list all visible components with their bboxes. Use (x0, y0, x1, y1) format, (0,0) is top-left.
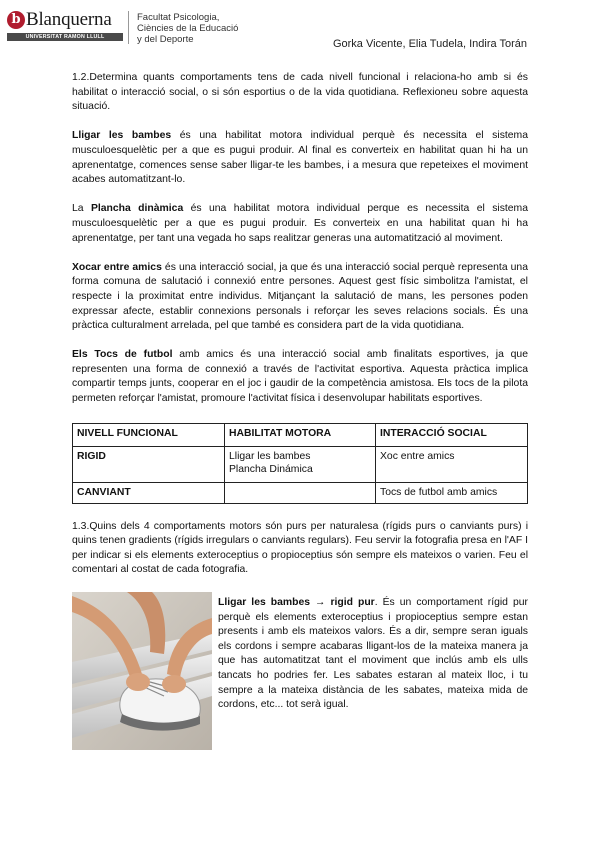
faculty-line: Ciències de la Educació (137, 23, 239, 34)
university-logo (7, 10, 123, 41)
header-divider (128, 11, 129, 44)
logo-emblem-icon: b (7, 11, 25, 29)
authors: Gorka Vicente, Elia Tudela, Indira Torán (332, 38, 527, 50)
table-cell-motor: Lligar les bambes Plancha Dinámica (225, 446, 376, 482)
table-cell-level: RIGID (73, 446, 225, 482)
table-cell-motor (225, 482, 376, 503)
paragraph-xocar-amics: Xocar entre amics és una interacció social, ja que és una interacció social perquè representa una forma comuna de salutació i connexió entre persones. Aquest gest físic simbolitza l'amistat, el respecte i la proximitat entre individus. Mitjançant la salutació de mans, les persones poden expressar afecte, establir connexions personals i reforçar les seves relacions socials. És una pràctica culturalment arrelada, pel que també es considera part de la vida quotidiana. (72, 261, 528, 332)
table-cell-social: Xoc entre amics (376, 446, 528, 482)
page-header (0, 0, 600, 60)
logo-subtitle: UNIVERSITAT RAMON LLULL (7, 33, 123, 41)
table-cell-level: CANVIANT (73, 482, 225, 503)
paragraph-plancha-dinamica: La Plancha dinàmica és una habilitat motora individual perque es necessita el sistema musculoesquelètic per a que es pugui produir. Es converteix en una habilitat quan hi ha aprenentatge, per tant una vegada ho saps realitzar generas una automatització al moviment. (72, 203, 528, 244)
question-1-3: 1.3.Quins dels 4 comportaments motors són purs per naturalesa (rígids purs o canviants purs) i quins tenen gradients (rígids irregulars o canviants regulars). Feu servir la fotografia presa en l'AF I per indicar si els elements exteroceptius o propioceptius són sempre els mateixos o varien. Feu el comentari al costat de cada fotografia. (72, 520, 528, 576)
table-header-row (73, 423, 528, 446)
paragraph-tocs-futbol: Els Tocs de futbol amb amics és una interacció social amb finalitats esportives, ja que representen una forma de connexió a través de l'activitat esportiva. Aquesta pràctica implica compartir temps junts, cooperar en el joc i gaudir de la competència amistosa. Els tocs de la pilota permeten reforçar l'amistat, promoure l'activitat física i desenvolupar habilitats esportives. (72, 349, 528, 405)
functional-level-table (72, 423, 528, 504)
faculty-line: y del Deporte (137, 34, 194, 45)
question-1-2: 1.2.Determina quants comportaments tens de cada nivell funcional i relaciona-ho amb si és habilitat o interacció social, o si són esportius o de la vida quotidiana. Reflexioneu sobre aquesta situació. (72, 72, 528, 113)
paragraph-lligar-bambes: Lligar les bambes és una habilitat motora individual perquè és necessita el sistema musculoesquelètic per a que es pugui produir. Al final es converteix en habilitat quan hi ha un aprenentatge, comences sense saber lligar-te les bambes, i a mesura que repeteixes el moviment acabes automatitzant-lo. (72, 130, 528, 186)
faculty-line: Facultat Psicologia, (137, 12, 220, 23)
figure-row (72, 592, 528, 752)
faculty-name (137, 12, 238, 45)
table-header-cell: NIVELL FUNCIONAL (73, 423, 225, 446)
table-row (73, 482, 528, 503)
arrow-right-icon: → (315, 597, 326, 609)
table-cell-social: Tocs de futbol amb amics (376, 482, 528, 503)
table-row (73, 446, 528, 482)
figure-comment: Lligar les bambes → rigid pur. És un comportament rígid pur perquè els elements exteroceptius i propioceptius sempre estan presents i amb els mateixos valors. És a dir, sempre seran iguals els cordons i sempre acabaras lligant-los de la mateixa manera ja que has automatitzat tant el moviment que inclús amb els ulls tancats ho podries fer. Les sabates estaran al mateix lloc, i tu sempre a la mateixa distància de les sabates, mateixa mida de cordons, etc... tot serà igual. (218, 597, 528, 711)
logo-wordmark: Blanquerna (26, 9, 112, 30)
document-body (72, 71, 528, 752)
table-header-cell: INTERACCIÓ SOCIAL (376, 423, 528, 446)
table-header-cell: HABILITAT MOTORA (225, 423, 376, 446)
shoe-tying-photo (72, 592, 212, 750)
